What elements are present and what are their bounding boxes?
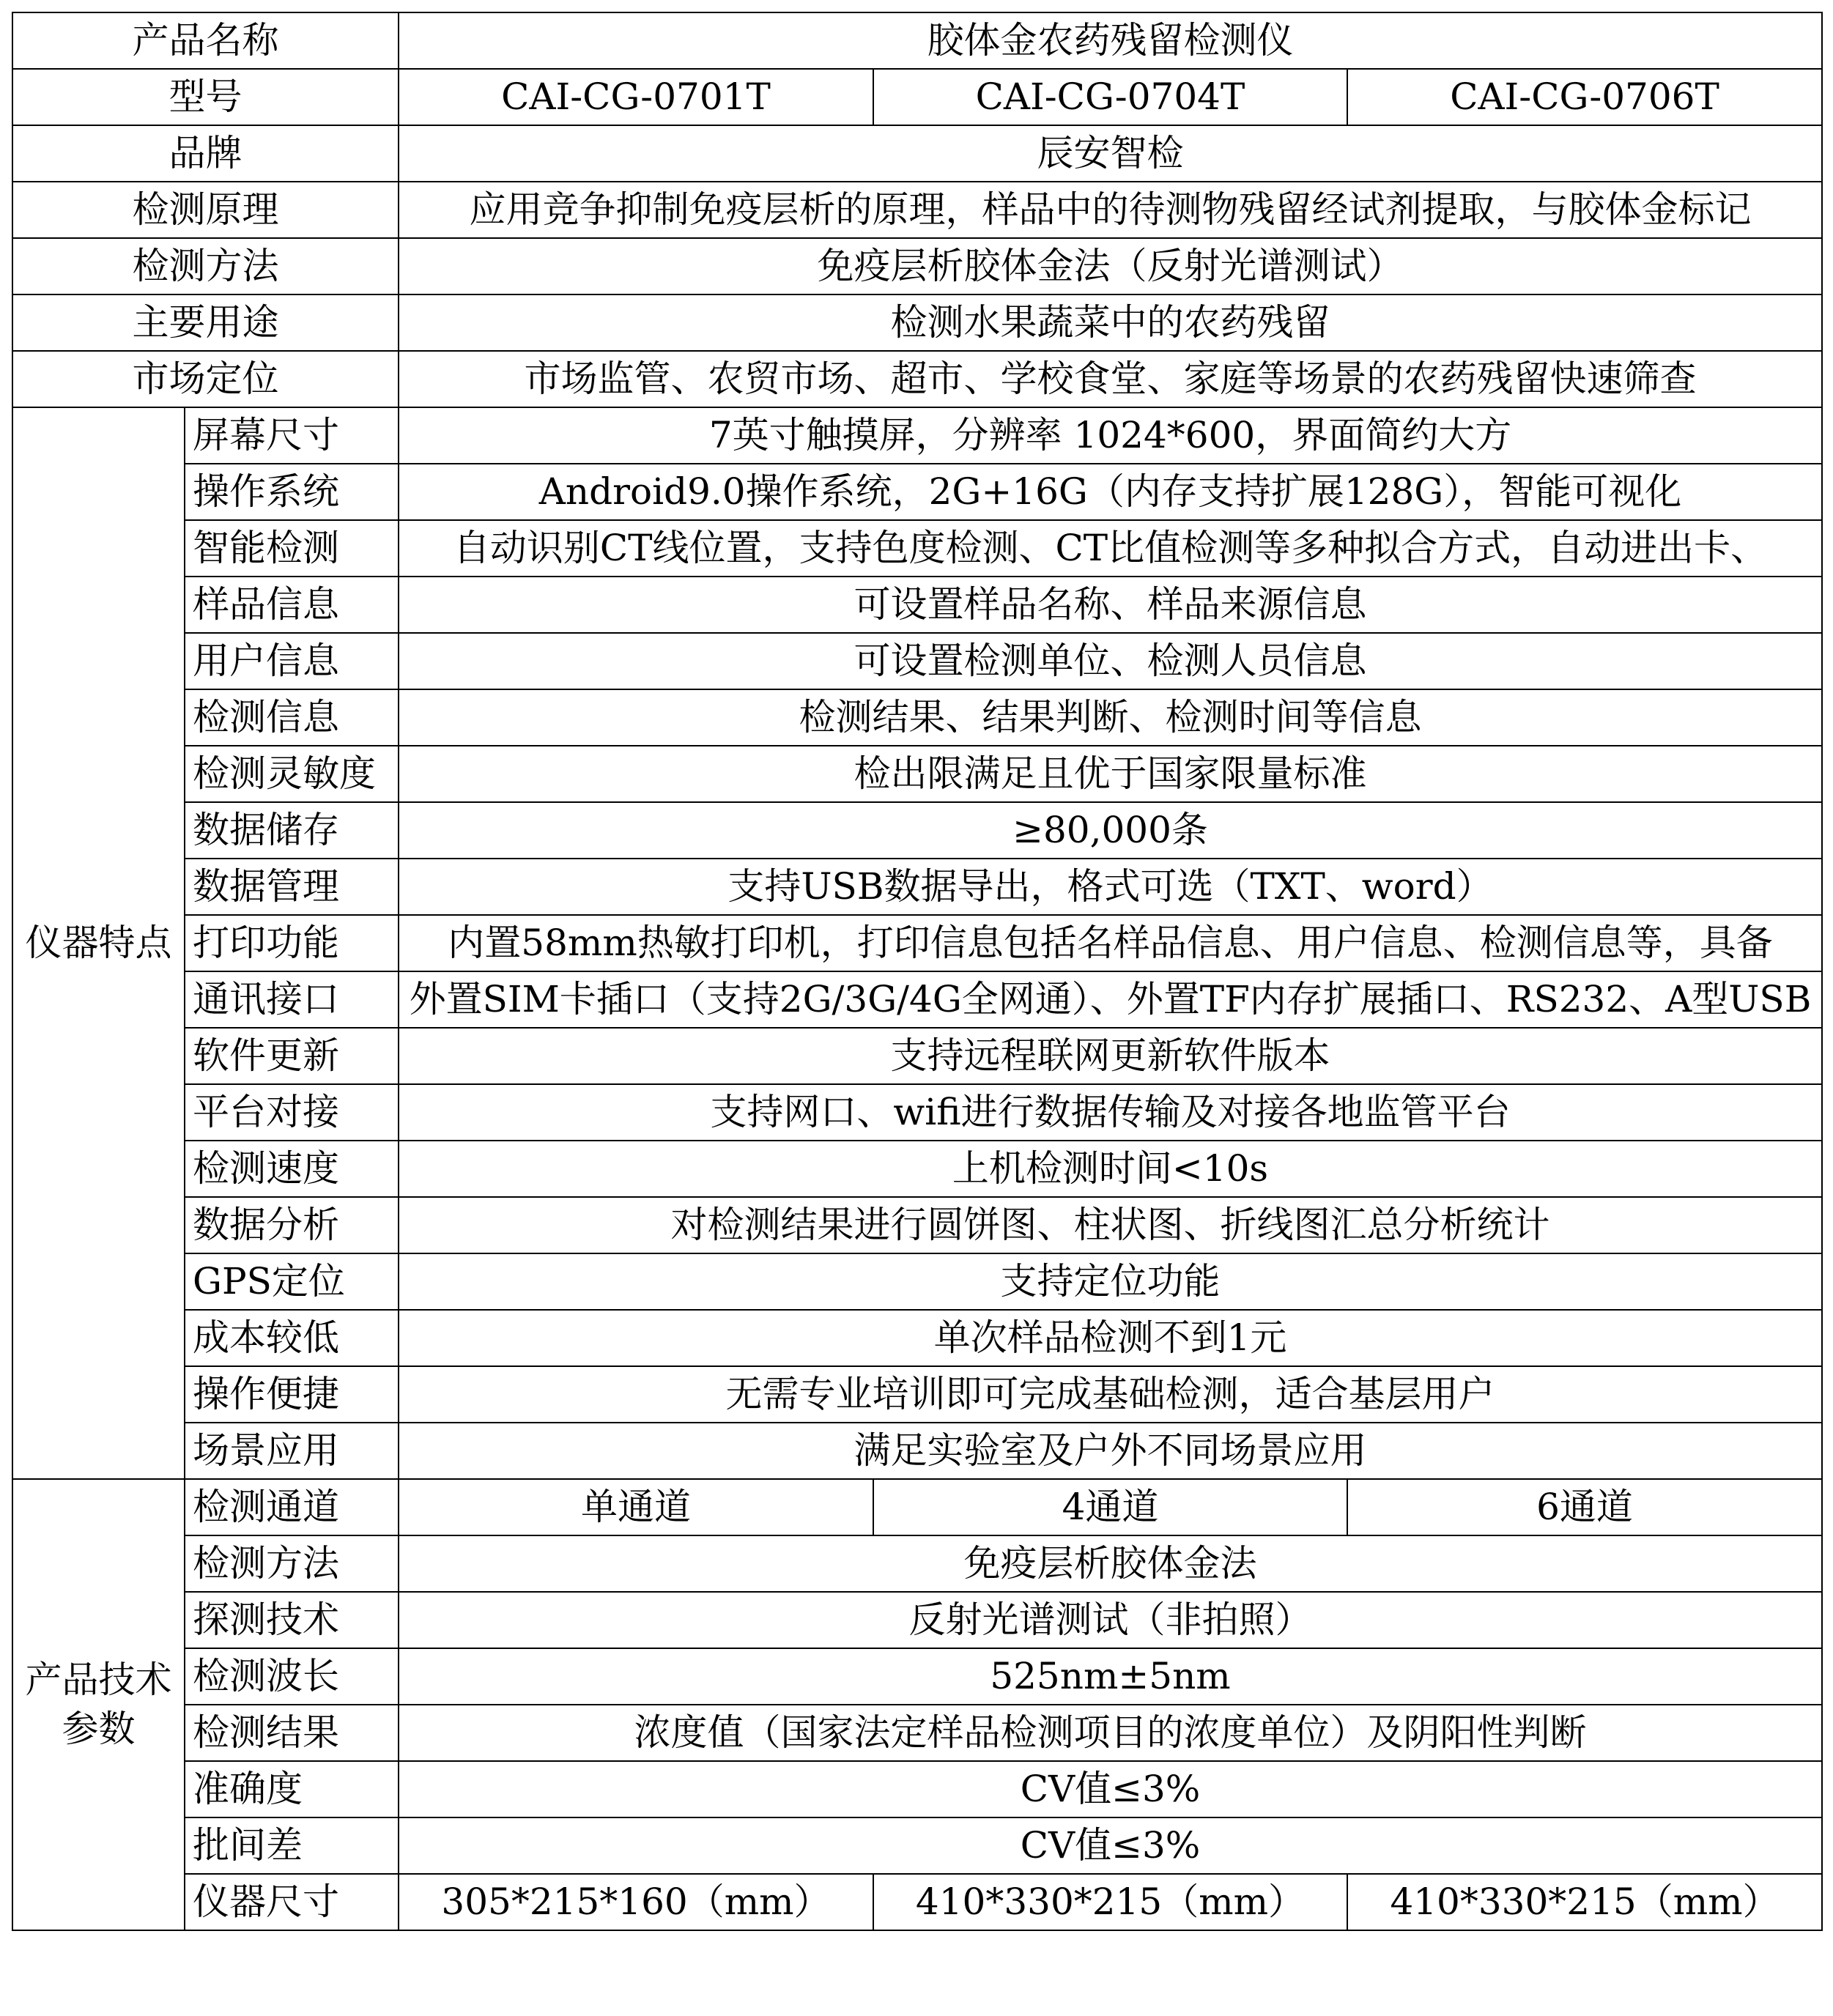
feature-row [12, 1141, 1822, 1197]
feature-value: Android9.0操作系统，2G+16G（内存支持扩展128G），智能可视化 [399, 464, 1822, 520]
feature-row [12, 464, 1822, 520]
product-name-value: 胶体金农药残留检测仪 [399, 12, 1822, 69]
feature-row [12, 577, 1822, 633]
feature-row [12, 1253, 1822, 1310]
brand-value: 辰安智检 [399, 125, 1822, 182]
feature-value: 外置SIM卡插口（支持2G/3G/4G全网通）、外置TF内存扩展插口、RS232、A型USB [399, 971, 1822, 1028]
feature-value: 支持定位功能 [399, 1253, 1822, 1310]
tech-label: 探测技术 [185, 1592, 399, 1648]
tech-value: 浓度值（国家法定样品检测项目的浓度单位）及阴阳性判断 [399, 1705, 1822, 1761]
feature-label: GPS定位 [185, 1253, 399, 1310]
feature-value: 对检测结果进行圆饼图、柱状图、折线图汇总分析统计 [399, 1197, 1822, 1253]
feature-value: 可设置样品名称、样品来源信息 [399, 577, 1822, 633]
model-label: 型号 [12, 69, 399, 125]
feature-label: 数据分析 [185, 1197, 399, 1253]
tech-label: 检测结果 [185, 1705, 399, 1761]
model-value-2: CAI-CG-0704T [873, 69, 1347, 125]
feature-row [12, 1423, 1822, 1479]
features-group-label: 仪器特点 [12, 407, 185, 1479]
feature-label: 屏幕尺寸 [185, 407, 399, 464]
feature-row [12, 689, 1822, 746]
size-value-3: 410*330*215（mm） [1347, 1874, 1822, 1930]
feature-row [12, 633, 1822, 689]
feature-label: 用户信息 [185, 633, 399, 689]
feature-label: 成本较低 [185, 1310, 399, 1366]
feature-value: 内置58mm热敏打印机，打印信息包括名样品信息、用户信息、检测信息等，具备 [399, 915, 1822, 971]
feature-value: 支持远程联网更新软件版本 [399, 1028, 1822, 1084]
feature-label: 样品信息 [185, 577, 399, 633]
tech-label: 检测方法 [185, 1535, 399, 1592]
tech-row [12, 1817, 1822, 1874]
row-method [12, 238, 1822, 294]
feature-value: 支持网口、wifi进行数据传输及对接各地监管平台 [399, 1084, 1822, 1141]
tech-row [12, 1761, 1822, 1817]
row-brand [12, 125, 1822, 182]
tech-row-size [12, 1874, 1822, 1930]
brand-label: 品牌 [12, 125, 399, 182]
row-product-name [12, 12, 1822, 69]
tech-row-channels [12, 1479, 1822, 1535]
feature-label: 操作便捷 [185, 1366, 399, 1423]
feature-value: 无需专业培训即可完成基础检测，适合基层用户 [399, 1366, 1822, 1423]
product-name-label: 产品名称 [12, 12, 399, 69]
row-market [12, 351, 1822, 407]
tech-row [12, 1705, 1822, 1761]
feature-label: 检测灵敏度 [185, 746, 399, 802]
row-model [12, 69, 1822, 125]
model-value-1: CAI-CG-0701T [399, 69, 873, 125]
feature-row [12, 1028, 1822, 1084]
feature-label: 软件更新 [185, 1028, 399, 1084]
feature-row [12, 1197, 1822, 1253]
principle-value: 应用竞争抑制免疫层析的原理，样品中的待测物残留经试剂提取，与胶体金标记 [399, 182, 1822, 238]
feature-row [12, 859, 1822, 915]
feature-label: 检测速度 [185, 1141, 399, 1197]
feature-row [12, 1366, 1822, 1423]
feature-label: 平台对接 [185, 1084, 399, 1141]
feature-label: 数据储存 [185, 802, 399, 859]
feature-label: 检测信息 [185, 689, 399, 746]
row-principle [12, 182, 1822, 238]
feature-label: 通讯接口 [185, 971, 399, 1028]
method-value: 免疫层析胶体金法（反射光谱测试） [399, 238, 1822, 294]
feature-label: 打印功能 [185, 915, 399, 971]
tech-value: 反射光谱测试（非拍照） [399, 1592, 1822, 1648]
principle-label: 检测原理 [12, 182, 399, 238]
tech-value: CV值≤3% [399, 1761, 1822, 1817]
feature-label: 操作系统 [185, 464, 399, 520]
feature-value: 单次样品检测不到1元 [399, 1310, 1822, 1366]
usage-value: 检测水果蔬菜中的农药残留 [399, 294, 1822, 351]
tech-row [12, 1535, 1822, 1592]
feature-row [12, 746, 1822, 802]
feature-label: 数据管理 [185, 859, 399, 915]
channels-value-1: 单通道 [399, 1479, 873, 1535]
tech-label: 检测波长 [185, 1648, 399, 1705]
row-usage [12, 294, 1822, 351]
feature-row [12, 802, 1822, 859]
tech-group-label: 产品技术参数 [12, 1479, 185, 1930]
usage-label: 主要用途 [12, 294, 399, 351]
tech-value: 免疫层析胶体金法 [399, 1535, 1822, 1592]
market-value: 市场监管、农贸市场、超市、学校食堂、家庭等场景的农药残留快速筛查 [399, 351, 1822, 407]
tech-row [12, 1648, 1822, 1705]
size-label: 仪器尺寸 [185, 1874, 399, 1930]
channels-value-3: 6通道 [1347, 1479, 1822, 1535]
feature-value: ≥80,000条 [399, 802, 1822, 859]
channels-value-2: 4通道 [873, 1479, 1347, 1535]
tech-value: CV值≤3% [399, 1817, 1822, 1874]
feature-value: 检出限满足且优于国家限量标准 [399, 746, 1822, 802]
feature-value: 7英寸触摸屏，分辨率 1024*600，界面简约大方 [399, 407, 1822, 464]
tech-label: 批间差 [185, 1817, 399, 1874]
feature-value: 可设置检测单位、检测人员信息 [399, 633, 1822, 689]
size-value-2: 410*330*215（mm） [873, 1874, 1347, 1930]
tech-value: 525nm±5nm [399, 1648, 1822, 1705]
feature-row [12, 915, 1822, 971]
model-value-3: CAI-CG-0706T [1347, 69, 1822, 125]
feature-label: 智能检测 [185, 520, 399, 577]
channels-label: 检测通道 [185, 1479, 399, 1535]
feature-row [12, 1310, 1822, 1366]
method-label: 检测方法 [12, 238, 399, 294]
feature-row [12, 1084, 1822, 1141]
size-value-1: 305*215*160（mm） [399, 1874, 873, 1930]
feature-value: 满足实验室及户外不同场景应用 [399, 1423, 1822, 1479]
feature-row [12, 520, 1822, 577]
feature-value: 支持USB数据导出，格式可选（TXT、word） [399, 859, 1822, 915]
tech-label: 准确度 [185, 1761, 399, 1817]
feature-value: 自动识别CT线位置，支持色度检测、CT比值检测等多种拟合方式，自动进出卡、 [399, 520, 1822, 577]
feature-row [12, 971, 1822, 1028]
feature-value: 检测结果、结果判断、检测时间等信息 [399, 689, 1822, 746]
spec-table [12, 12, 1823, 1931]
feature-label: 场景应用 [185, 1423, 399, 1479]
tech-row [12, 1592, 1822, 1648]
feature-value: 上机检测时间<10s [399, 1141, 1822, 1197]
feature-row [12, 407, 1822, 464]
market-label: 市场定位 [12, 351, 399, 407]
